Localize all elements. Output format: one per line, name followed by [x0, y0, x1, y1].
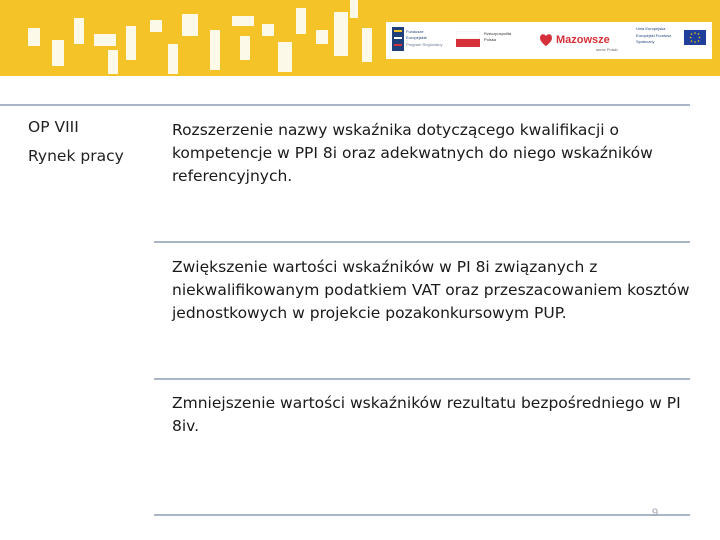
logo-text: Rzeczpospolita [484, 31, 512, 36]
op-name: Rynek pracy [28, 147, 124, 165]
change-row-2: Zwiększenie wartości wskaźników w PI 8i związanych z niekwalifikowanym podatkiem VAT oraz przeszacowaniem kosztów jednostkowych w projekcie pozakonkursowym PUP. [172, 258, 690, 322]
logo-text: Społeczny [636, 39, 655, 44]
mazowsze-logo [538, 30, 620, 57]
fundusze-europejskie-logo [392, 27, 443, 56]
mazowsze-tagline: serce Polski [596, 47, 618, 52]
left-column-cell [28, 113, 148, 171]
logo-text: Europejskie [406, 35, 427, 40]
eu-flag-icon [684, 30, 706, 45]
table-top-rule [0, 104, 690, 106]
logo-text: Program Regionalny [406, 42, 443, 47]
page-number: 9 [652, 507, 659, 519]
row-divider [154, 241, 690, 243]
row-divider [154, 514, 690, 516]
logo-text: Fundusze [406, 29, 424, 34]
logo-bar [386, 22, 712, 59]
logo-text: Unia Europejska [636, 26, 666, 31]
op-label: OP VIII [28, 118, 79, 136]
row-divider [154, 378, 690, 380]
logo-text: Europejski Fundusz [636, 33, 672, 38]
fundusze-europejskie-icon [392, 27, 404, 51]
polish-flag-icon [456, 31, 480, 47]
mazowsze-icon [538, 30, 620, 52]
change-row-3: Zmniejszenie wartości wskaźników rezultatu bezpośredniego w PI 8iv. [172, 394, 681, 435]
mazowsze-wordmark: Mazowsze [556, 34, 610, 46]
header-band [0, 0, 720, 76]
logo-text: Polska [484, 37, 497, 42]
change-row-1: Rozszerzenie nazwy wskaźnika dotyczącego kwalifikacji o kompetencje w PPI 8i oraz adekwatnych do niego wskaźników referencyjnych. [172, 121, 653, 185]
rzeczpospolita-polska-logo [456, 31, 512, 52]
